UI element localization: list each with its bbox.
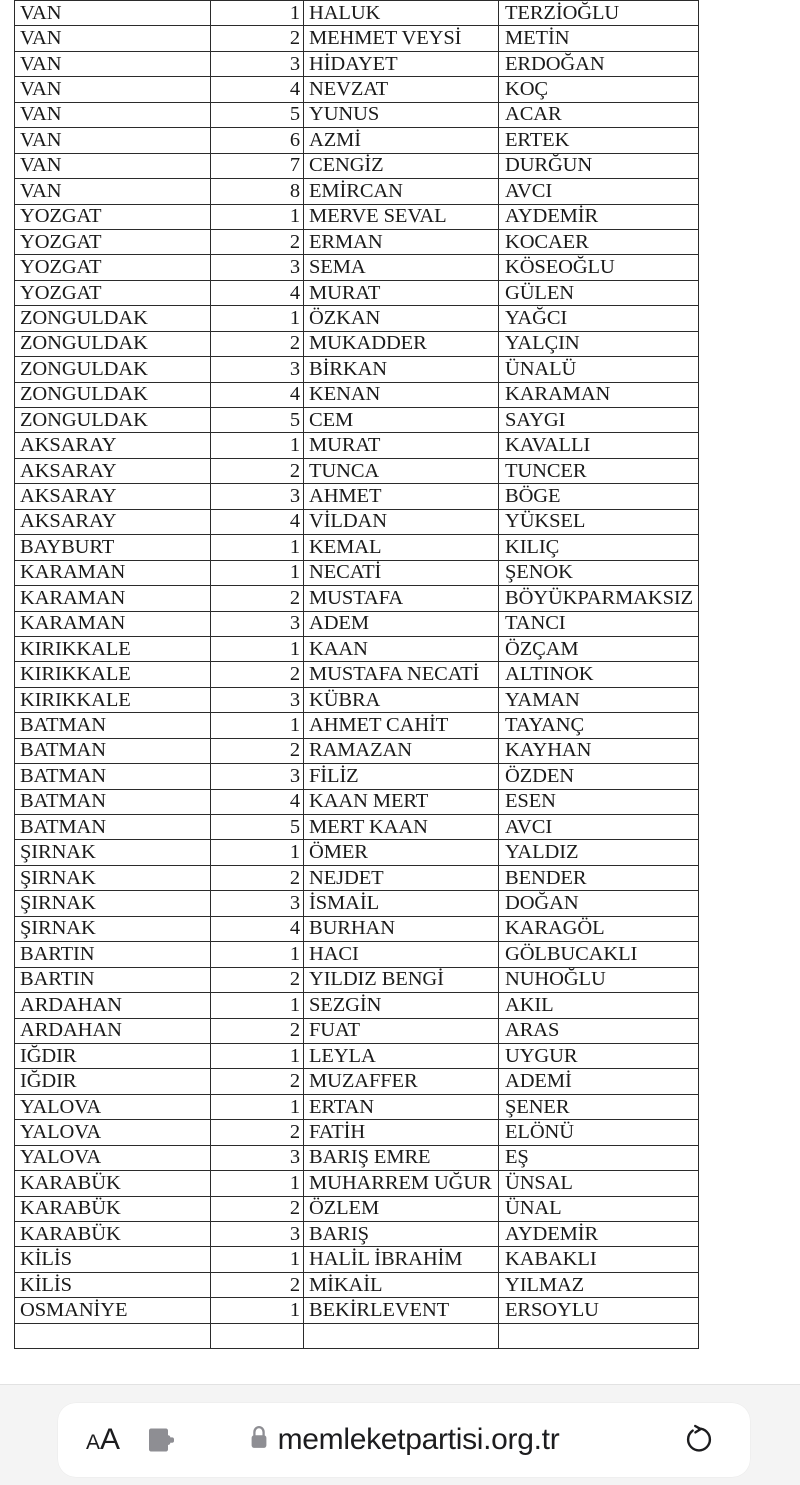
- cell-order: 2: [211, 967, 304, 992]
- table-row: [15, 26, 699, 51]
- cell-last-name: AYDEMİR: [499, 204, 699, 229]
- cell-order: 2: [211, 1120, 304, 1145]
- table-row: [15, 484, 699, 509]
- cell-province: ARDAHAN: [15, 993, 211, 1018]
- cell-province: KARAMAN: [15, 611, 211, 636]
- cell-first-name: MUSTAFA NECATİ: [304, 662, 499, 687]
- cell-first-name: CEM: [304, 408, 499, 433]
- table-row-clipped: [15, 1323, 699, 1348]
- cell-last-name: KÖSEOĞLU: [499, 255, 699, 280]
- candidate-list-table: [14, 0, 699, 1349]
- cell-province: VAN: [15, 51, 211, 76]
- cell-first-name: BARIŞ EMRE: [304, 1145, 499, 1170]
- table-row: [15, 764, 699, 789]
- cell-province: BAYBURT: [15, 535, 211, 560]
- cell-last-name: DURĞUN: [499, 153, 699, 178]
- cell-first-name: MUKADDER: [304, 331, 499, 356]
- cell-order: 1: [211, 840, 304, 865]
- cell-province: KARAMAN: [15, 586, 211, 611]
- cell-last-name: ARAS: [499, 1018, 699, 1043]
- cell-last-name: AVCI: [499, 815, 699, 840]
- cell-province: BATMAN: [15, 815, 211, 840]
- cell-last-name: NUHOĞLU: [499, 967, 699, 992]
- cell-order: 2: [211, 331, 304, 356]
- cell-last-name: EŞ: [499, 1145, 699, 1170]
- cell-last-name: AYDEMİR: [499, 1222, 699, 1247]
- cell-first-name: ERTAN: [304, 1094, 499, 1119]
- cell-first-name: MUSTAFA: [304, 586, 499, 611]
- cell-first-name: SEMA: [304, 255, 499, 280]
- browser-bottom-toolbar: [0, 1384, 800, 1485]
- cell-order: 1: [211, 1247, 304, 1272]
- table-row: [15, 458, 699, 483]
- cell-province: YOZGAT: [15, 255, 211, 280]
- cell-order: 2: [211, 586, 304, 611]
- cell-last-name: ŞENER: [499, 1094, 699, 1119]
- cell-order: 2: [211, 229, 304, 254]
- cell-first-name: BARIŞ: [304, 1222, 499, 1247]
- cell-first-name: BİRKAN: [304, 357, 499, 382]
- cell-last-name: TANCI: [499, 611, 699, 636]
- table-row: [15, 204, 699, 229]
- cell-order: 3: [211, 1145, 304, 1170]
- cell-province: KARABÜK: [15, 1196, 211, 1221]
- cell-province: AKSARAY: [15, 458, 211, 483]
- cell-first-name: KEMAL: [304, 535, 499, 560]
- cell-province: BATMAN: [15, 713, 211, 738]
- cell-last-name: KAYHAN: [499, 738, 699, 763]
- cell-first-name: MUHARREM UĞUR: [304, 1171, 499, 1196]
- cell-last-name: YÜKSEL: [499, 509, 699, 534]
- cell-first-name: [304, 1323, 499, 1348]
- table-row: [15, 789, 699, 814]
- cell-first-name: KAAN MERT: [304, 789, 499, 814]
- cell-province: ŞIRNAK: [15, 891, 211, 916]
- cell-last-name: YILMAZ: [499, 1272, 699, 1297]
- cell-last-name: YAMAN: [499, 687, 699, 712]
- table-row: [15, 942, 699, 967]
- cell-first-name: MEHMET VEYSİ: [304, 26, 499, 51]
- table-row: [15, 408, 699, 433]
- table-row: [15, 865, 699, 890]
- cell-order: 1: [211, 942, 304, 967]
- cell-order: 5: [211, 102, 304, 127]
- table-row: [15, 687, 699, 712]
- table-row: [15, 357, 699, 382]
- cell-order: 5: [211, 815, 304, 840]
- table-row: [15, 382, 699, 407]
- table-row: [15, 1069, 699, 1094]
- cell-province: VAN: [15, 77, 211, 102]
- table-row: [15, 586, 699, 611]
- cell-province: YOZGAT: [15, 229, 211, 254]
- cell-order: 3: [211, 357, 304, 382]
- cell-province: ŞIRNAK: [15, 865, 211, 890]
- cell-first-name: NECATİ: [304, 560, 499, 585]
- cell-order: 1: [211, 306, 304, 331]
- cell-first-name: ERMAN: [304, 229, 499, 254]
- cell-order: 2: [211, 1069, 304, 1094]
- table-row: [15, 1222, 699, 1247]
- cell-order: 2: [211, 738, 304, 763]
- cell-last-name: METİN: [499, 26, 699, 51]
- cell-last-name: YAĞCI: [499, 306, 699, 331]
- cell-order: 2: [211, 26, 304, 51]
- url-bar[interactable]: [58, 1403, 750, 1477]
- cell-last-name: ADEMİ: [499, 1069, 699, 1094]
- cell-last-name: ALTINOK: [499, 662, 699, 687]
- text-size-large-a: A: [100, 1423, 121, 1456]
- cell-order: 2: [211, 865, 304, 890]
- table-row: [15, 1298, 699, 1323]
- cell-province: ZONGULDAK: [15, 306, 211, 331]
- table-row: [15, 662, 699, 687]
- table-row: [15, 840, 699, 865]
- cell-order: 3: [211, 611, 304, 636]
- table-row: [15, 916, 699, 941]
- cell-order: 3: [211, 1222, 304, 1247]
- cell-order: 1: [211, 1298, 304, 1323]
- cell-last-name: ÜNSAL: [499, 1171, 699, 1196]
- table-row: [15, 1018, 699, 1043]
- cell-last-name: ERTEK: [499, 128, 699, 153]
- cell-province: YALOVA: [15, 1120, 211, 1145]
- cell-province: [15, 1323, 211, 1348]
- cell-last-name: YALÇIN: [499, 331, 699, 356]
- cell-order: 2: [211, 1018, 304, 1043]
- text-size-button[interactable]: [86, 1423, 120, 1457]
- table-row: [15, 433, 699, 458]
- cell-province: YALOVA: [15, 1145, 211, 1170]
- cell-last-name: TUNCER: [499, 458, 699, 483]
- cell-order: 6: [211, 128, 304, 153]
- cell-order: 1: [211, 993, 304, 1018]
- table-row: [15, 1171, 699, 1196]
- cell-last-name: ÖZDEN: [499, 764, 699, 789]
- cell-first-name: LEYLA: [304, 1043, 499, 1068]
- cell-order: 1: [211, 1, 304, 26]
- cell-first-name: YILDIZ BENGİ: [304, 967, 499, 992]
- cell-first-name: ÖZLEM: [304, 1196, 499, 1221]
- cell-first-name: HİDAYET: [304, 51, 499, 76]
- cell-last-name: KILIÇ: [499, 535, 699, 560]
- candidate-table-body: [15, 1, 699, 1349]
- cell-province: VAN: [15, 26, 211, 51]
- cell-province: IĞDIR: [15, 1043, 211, 1068]
- cell-province: VAN: [15, 1, 211, 26]
- cell-order: [211, 1323, 304, 1348]
- cell-first-name: BEKİRLEVENT: [304, 1298, 499, 1323]
- cell-province: BARTIN: [15, 967, 211, 992]
- cell-first-name: MERT KAAN: [304, 815, 499, 840]
- cell-last-name: ACAR: [499, 102, 699, 127]
- reload-icon[interactable]: [682, 1423, 716, 1457]
- cell-first-name: TUNCA: [304, 458, 499, 483]
- cell-last-name: ŞENOK: [499, 560, 699, 585]
- cell-province: BATMAN: [15, 789, 211, 814]
- cell-last-name: ÜNAL: [499, 1196, 699, 1221]
- cell-first-name: MERVE SEVAL: [304, 204, 499, 229]
- cell-order: 5: [211, 408, 304, 433]
- url-text: memleketpartisi.org.tr: [277, 1423, 560, 1456]
- table-row: [15, 611, 699, 636]
- cell-first-name: NEJDET: [304, 865, 499, 890]
- cell-first-name: VİLDAN: [304, 509, 499, 534]
- cell-order: 4: [211, 916, 304, 941]
- cell-order: 1: [211, 560, 304, 585]
- table-row: [15, 1145, 699, 1170]
- table-row: [15, 560, 699, 585]
- cell-last-name: SAYGI: [499, 408, 699, 433]
- table-row: [15, 280, 699, 305]
- table-row: [15, 128, 699, 153]
- lock-icon: [249, 1425, 269, 1456]
- cell-order: 2: [211, 662, 304, 687]
- table-row: [15, 1043, 699, 1068]
- cell-province: AKSARAY: [15, 509, 211, 534]
- table-row: [15, 255, 699, 280]
- cell-first-name: MİKAİL: [304, 1272, 499, 1297]
- cell-first-name: MUZAFFER: [304, 1069, 499, 1094]
- cell-first-name: AZMİ: [304, 128, 499, 153]
- cell-first-name: CENGİZ: [304, 153, 499, 178]
- cell-order: 3: [211, 891, 304, 916]
- cell-first-name: RAMAZAN: [304, 738, 499, 763]
- puzzle-piece-extensions-icon[interactable]: [146, 1426, 176, 1454]
- cell-first-name: EMİRCAN: [304, 179, 499, 204]
- cell-first-name: AHMET: [304, 484, 499, 509]
- cell-order: 1: [211, 1043, 304, 1068]
- cell-province: ŞIRNAK: [15, 840, 211, 865]
- cell-last-name: AKIL: [499, 993, 699, 1018]
- table-row: [15, 738, 699, 763]
- cell-last-name: DOĞAN: [499, 891, 699, 916]
- cell-first-name: HALİL İBRAHİM: [304, 1247, 499, 1272]
- cell-first-name: ÖZKAN: [304, 306, 499, 331]
- cell-order: 2: [211, 1272, 304, 1297]
- cell-first-name: YUNUS: [304, 102, 499, 127]
- cell-province: BARTIN: [15, 942, 211, 967]
- table-row: [15, 509, 699, 534]
- cell-order: 2: [211, 1196, 304, 1221]
- table-row: [15, 815, 699, 840]
- cell-order: 3: [211, 764, 304, 789]
- table-row: [15, 102, 699, 127]
- table-row: [15, 1, 699, 26]
- cell-last-name: [499, 1323, 699, 1348]
- cell-province: ZONGULDAK: [15, 408, 211, 433]
- cell-last-name: KARAGÖL: [499, 916, 699, 941]
- cell-last-name: KOÇ: [499, 77, 699, 102]
- table-row: [15, 535, 699, 560]
- cell-last-name: KARAMAN: [499, 382, 699, 407]
- cell-last-name: GÖLBUCAKLI: [499, 942, 699, 967]
- cell-order: 3: [211, 255, 304, 280]
- cell-first-name: ÖMER: [304, 840, 499, 865]
- cell-order: 8: [211, 179, 304, 204]
- cell-last-name: KOCAER: [499, 229, 699, 254]
- cell-first-name: KAAN: [304, 636, 499, 661]
- cell-order: 1: [211, 535, 304, 560]
- cell-last-name: UYGUR: [499, 1043, 699, 1068]
- cell-order: 1: [211, 713, 304, 738]
- cell-province: BATMAN: [15, 764, 211, 789]
- cell-province: OSMANİYE: [15, 1298, 211, 1323]
- cell-first-name: FUAT: [304, 1018, 499, 1043]
- cell-province: KIRIKKALE: [15, 687, 211, 712]
- table-row: [15, 967, 699, 992]
- cell-province: YOZGAT: [15, 280, 211, 305]
- cell-province: KIRIKKALE: [15, 636, 211, 661]
- cell-province: ŞIRNAK: [15, 916, 211, 941]
- table-row: [15, 713, 699, 738]
- cell-last-name: AVCI: [499, 179, 699, 204]
- cell-order: 2: [211, 458, 304, 483]
- table-row: [15, 993, 699, 1018]
- cell-province: AKSARAY: [15, 433, 211, 458]
- table-row: [15, 1247, 699, 1272]
- cell-province: ZONGULDAK: [15, 382, 211, 407]
- cell-order: 3: [211, 51, 304, 76]
- cell-order: 1: [211, 1171, 304, 1196]
- cell-order: 4: [211, 77, 304, 102]
- cell-province: KİLİS: [15, 1247, 211, 1272]
- cell-last-name: KABAKLI: [499, 1247, 699, 1272]
- cell-first-name: NEVZAT: [304, 77, 499, 102]
- cell-order: 3: [211, 484, 304, 509]
- cell-province: KARAMAN: [15, 560, 211, 585]
- cell-order: 7: [211, 153, 304, 178]
- table-row: [15, 77, 699, 102]
- table-row: [15, 1120, 699, 1145]
- cell-province: VAN: [15, 102, 211, 127]
- cell-first-name: SEZGİN: [304, 993, 499, 1018]
- cell-province: KİLİS: [15, 1272, 211, 1297]
- cell-order: 4: [211, 789, 304, 814]
- table-row: [15, 891, 699, 916]
- cell-province: KARABÜK: [15, 1222, 211, 1247]
- table-row: [15, 179, 699, 204]
- text-size-small-a: A: [86, 1431, 101, 1454]
- cell-first-name: KENAN: [304, 382, 499, 407]
- cell-order: 1: [211, 433, 304, 458]
- cell-first-name: BURHAN: [304, 916, 499, 941]
- cell-province: VAN: [15, 128, 211, 153]
- table-row: [15, 1272, 699, 1297]
- table-row: [15, 331, 699, 356]
- cell-last-name: GÜLEN: [499, 280, 699, 305]
- cell-first-name: ADEM: [304, 611, 499, 636]
- cell-province: ZONGULDAK: [15, 357, 211, 382]
- cell-last-name: ÖZÇAM: [499, 636, 699, 661]
- cell-last-name: BÖGE: [499, 484, 699, 509]
- cell-province: VAN: [15, 153, 211, 178]
- cell-province: BATMAN: [15, 738, 211, 763]
- cell-province: VAN: [15, 179, 211, 204]
- cell-order: 1: [211, 204, 304, 229]
- cell-last-name: ESEN: [499, 789, 699, 814]
- cell-order: 4: [211, 280, 304, 305]
- cell-province: ARDAHAN: [15, 1018, 211, 1043]
- cell-province: AKSARAY: [15, 484, 211, 509]
- cell-first-name: KÜBRA: [304, 687, 499, 712]
- cell-first-name: HALUK: [304, 1, 499, 26]
- cell-order: 1: [211, 1094, 304, 1119]
- table-row: [15, 153, 699, 178]
- cell-last-name: TAYANÇ: [499, 713, 699, 738]
- cell-last-name: ÜNALÜ: [499, 357, 699, 382]
- cell-first-name: MURAT: [304, 433, 499, 458]
- cell-first-name: AHMET CAHİT: [304, 713, 499, 738]
- cell-first-name: FİLİZ: [304, 764, 499, 789]
- table-row: [15, 636, 699, 661]
- cell-last-name: BENDER: [499, 865, 699, 890]
- table-row: [15, 306, 699, 331]
- cell-last-name: BÖYÜKPARMAKSIZ: [499, 586, 699, 611]
- cell-last-name: ELÖNÜ: [499, 1120, 699, 1145]
- cell-first-name: HACI: [304, 942, 499, 967]
- cell-order: 4: [211, 382, 304, 407]
- cell-province: ZONGULDAK: [15, 331, 211, 356]
- cell-last-name: KAVALLI: [499, 433, 699, 458]
- cell-order: 3: [211, 687, 304, 712]
- cell-first-name: MURAT: [304, 280, 499, 305]
- cell-first-name: İSMAİL: [304, 891, 499, 916]
- cell-last-name: ERSOYLU: [499, 1298, 699, 1323]
- table-row: [15, 51, 699, 76]
- cell-province: KARABÜK: [15, 1171, 211, 1196]
- table-row: [15, 1196, 699, 1221]
- cell-province: IĞDIR: [15, 1069, 211, 1094]
- table-row: [15, 1094, 699, 1119]
- cell-last-name: TERZİOĞLU: [499, 1, 699, 26]
- cell-order: 1: [211, 636, 304, 661]
- cell-province: KIRIKKALE: [15, 662, 211, 687]
- table-row: [15, 229, 699, 254]
- cell-first-name: FATİH: [304, 1120, 499, 1145]
- cell-province: YOZGAT: [15, 204, 211, 229]
- cell-last-name: YALDIZ: [499, 840, 699, 865]
- cell-order: 4: [211, 509, 304, 534]
- cell-province: YALOVA: [15, 1094, 211, 1119]
- cell-last-name: ERDOĞAN: [499, 51, 699, 76]
